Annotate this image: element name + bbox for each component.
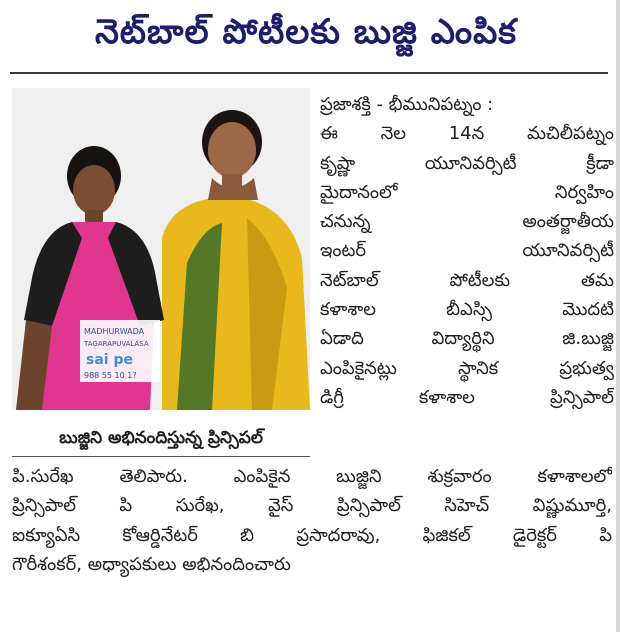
headline: నెట్‌బాల్ పోటీలకు బుజ్జి ఎంపిక — [94, 12, 518, 52]
body-line: ఈ నెల 14న మచిలీపట్నం — [320, 123, 614, 145]
body-line: నెట్‌బాల్ పోటీలకు తమ — [320, 269, 614, 291]
caption-rule — [12, 456, 310, 457]
shirt-text-2: TAGARAPUVALASA — [84, 340, 149, 348]
body-line: కళాశాల బీఎస్సి మొదటి — [320, 299, 614, 321]
photo-illustration — [12, 88, 310, 410]
body-line: పి.సురేఖ తెలిపారు. ఎంపికైన బుజ్జిని శుక్రవారం కళాశాలలో — [12, 466, 612, 487]
body-line: ఏడాది విద్యార్థిని జి.బుజ్జి — [320, 328, 614, 350]
body-line: మైదానంలో నిర్వహిం — [320, 181, 614, 203]
article-bottom-text — [12, 462, 612, 579]
dateline: ప్రజాశక్తి - భీమునిపట్నం : — [320, 94, 494, 115]
shirt-text-4: 988 55 10 1? — [84, 371, 137, 380]
photo-caption: బుజ్జిని అభినందిస్తున్న ప్రిన్సిపల్ — [59, 428, 263, 448]
body-line: ఇంటర్ యూనివర్సిటీ — [320, 240, 614, 262]
body-line: ఐక్యూఏసి కోఆర్డినేటర్ బి ప్రసాదరావు, ఫిజికల్ డైరెక్టర్ పి — [12, 524, 612, 546]
article-right-column — [320, 90, 614, 412]
headline-rule — [10, 72, 608, 74]
shirt-text-1: MADHURWADA — [84, 327, 145, 336]
body-line: డిగ్రీ కళాశాల ప్రిన్సిపాల్ — [320, 386, 614, 408]
page-edge — [616, 0, 620, 632]
shirt-text-3: sai pe — [86, 352, 133, 368]
body-line: చనున్న అంతర్జాతీయ — [320, 211, 614, 233]
body-line: కృష్ణా యూనివర్సిటీ క్రీడా — [320, 152, 614, 174]
body-line: గౌరీశంకర్, అధ్యాపకులు అభినందించారు — [12, 553, 291, 575]
news-photo — [12, 88, 310, 410]
body-line: ఎంపికైనట్లు స్థానిక ప్రభుత్వ — [320, 357, 614, 379]
body-line: ప్రిన్సిపాల్ పి సురేఖ, వైస్ ప్రిన్సిపాల్ సిహెచ్ విష్ణుమూర్తి, — [12, 495, 612, 517]
